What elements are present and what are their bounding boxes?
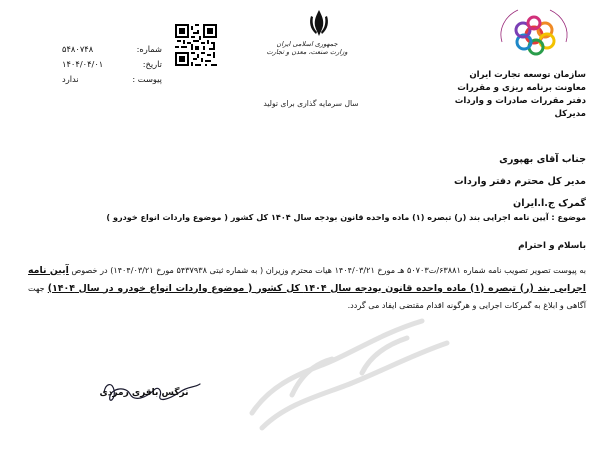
body-text-part-3: جهت آگاهی و ابلاغ به گمرکات اجرایی و هرگونه اقدام مقتضی ایفاد می گردد. <box>28 282 586 310</box>
letter-date-value: ۱۴۰۴/۰۴/۰۱ <box>62 59 104 69</box>
org-office: دفتر مقررات صادرات و واردات <box>454 96 586 106</box>
letter-attachment-value: ندارد <box>62 74 79 84</box>
recipient-block <box>286 149 586 215</box>
letter-number-row <box>62 42 162 57</box>
recipient-title: مدیر کل محترم دفتر واردات <box>453 176 586 187</box>
body-text-emphasis: آیین نامه اجرایی بند (ر) تبصره (۱) ماده واحده قانون بودجه سال ۱۴۰۴ کل کشور ( موضوع واردات انواع خودرو در سال ۱۴۰۴) <box>28 265 587 294</box>
org-deputy: معاونت برنامه ریزی و مقررات <box>457 83 586 93</box>
organization-logo <box>488 6 580 64</box>
watermark-stamp <box>232 303 462 433</box>
handwritten-signature <box>96 378 206 418</box>
letter-number-value: ۵۴۸۰۷۴۸ <box>62 44 94 54</box>
greeting: باسلام و احترام <box>518 241 586 251</box>
letter-date-label: تاریخ: <box>142 59 162 69</box>
letter-date-row <box>62 57 162 72</box>
body-text-part-1: به پیوست تصویر تصویب نامه شماره ۶۳۸۸۱/ت۵۰۷۰۳ هـ مورخ ۱۴۰۴/۰۳/۲۱ هیات محترم وزیران ( به شماره ثبتی ۵۴۳۷۹۳۸ مورخ ۱۴۰۴/۰۳/۲۱) در خصوص <box>68 265 587 275</box>
organization-block <box>406 69 586 121</box>
letter-subject: موضوع : آیین نامه اجرایی بند (ر) تبصره (۱) ماده واحده قانون بودجه سال ۱۴۰۴ کل کشور ( موضوع واردات انواع خودرو ) <box>106 212 586 222</box>
org-name: سازمان توسعه تجارت ایران <box>469 70 586 80</box>
letter-attachment-label: پیوست : <box>132 74 162 84</box>
letter-attachment-row <box>62 72 162 87</box>
year-slogan: سال سرمایه گذاری برای تولید <box>263 99 359 108</box>
org-position: مدیرکل <box>554 109 586 119</box>
letter-meta <box>62 42 162 87</box>
ministry-line-2: وزارت صنعت، معدن و تجارت <box>266 48 348 56</box>
ministry-line-1: جمهوری اسلامی ایران <box>276 40 338 48</box>
qr-code-icon <box>175 24 217 66</box>
recipient-name: جناب آقای بهپوری <box>499 154 586 165</box>
recipient-organization: گمرک ج.ا.ایران <box>513 198 586 209</box>
signer-name: نرگس باقری زمردی <box>99 388 189 398</box>
iran-emblem-icon <box>306 8 332 38</box>
ministry-name <box>262 40 352 56</box>
letter-number-label: شماره: <box>136 44 162 54</box>
